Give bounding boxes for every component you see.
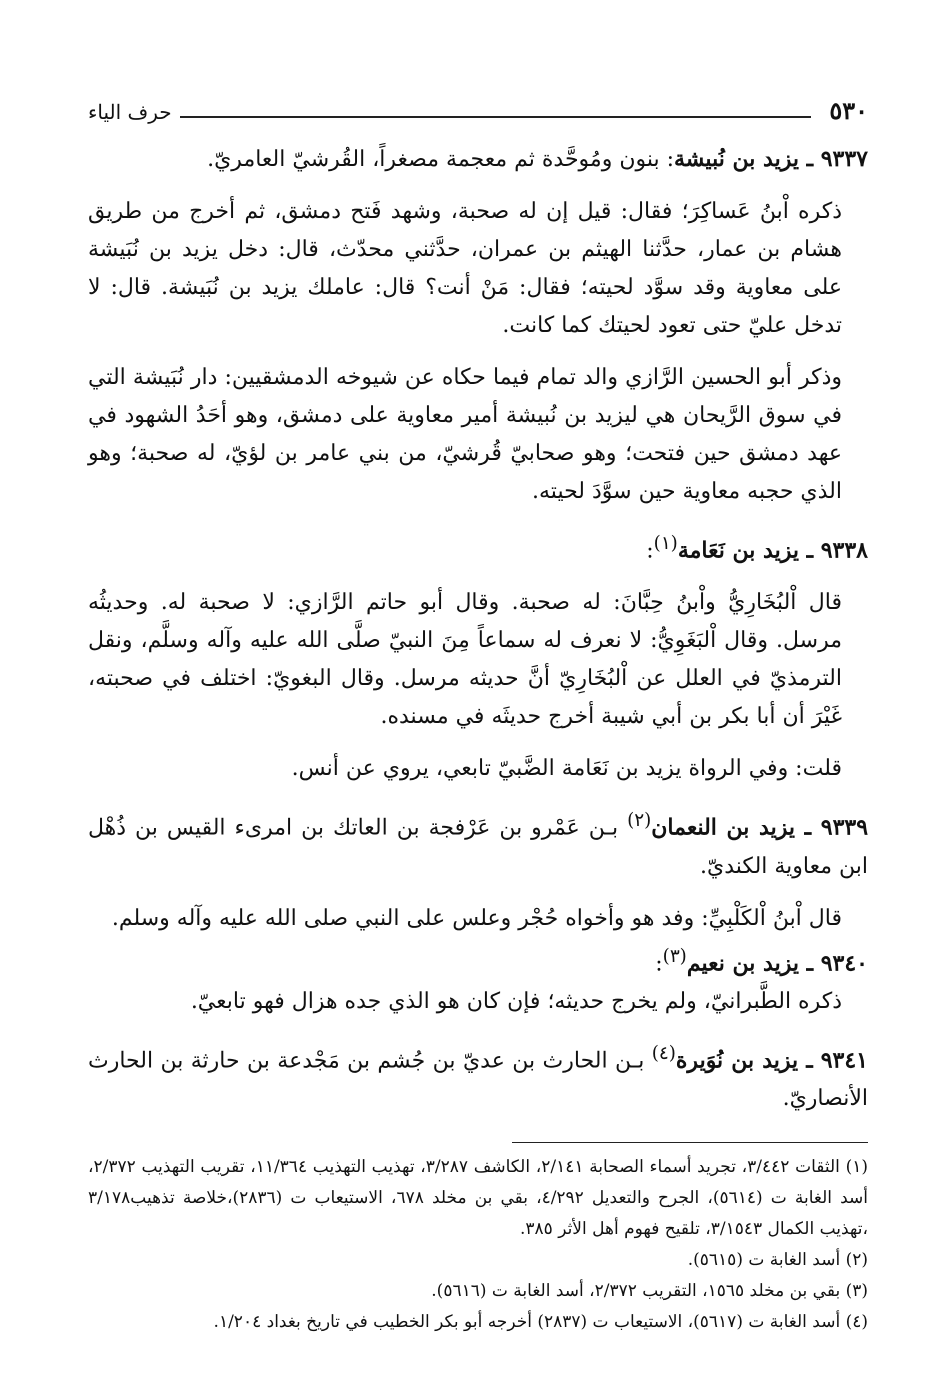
entry-9339-description: بـن عَمْرو بن عَرْفجة بن العاتك بن امرىء القيس بن ذُهْل ابن معاوية الكنديّ. bbox=[88, 815, 868, 879]
entry-9341-description: بـن الحارث بن عديّ بن جُشم بن مَجْدعة بن حارثة بن الحارث الأنصاريّ. bbox=[88, 1048, 868, 1112]
footnote-ref-3: (٣) bbox=[662, 945, 687, 967]
running-title: حرف الياء bbox=[88, 100, 172, 124]
entry-9337 bbox=[88, 140, 868, 179]
entry-9338-paragraph-2: قلت: وفي الرواة يزيد بن نَعَامة الضَّبيّ تابعي، يروي عن أنس. bbox=[291, 756, 842, 782]
paragraph-gap bbox=[88, 345, 868, 359]
entry-9338-colon: : bbox=[646, 538, 654, 564]
entry-9341-heading: ٩٣٤١ ـ يزيد بن نُوَيرة bbox=[675, 1047, 868, 1074]
paragraph-gap bbox=[88, 736, 868, 750]
entry-9338-heading: ٩٣٣٨ ـ يزيد بن نَعَامة bbox=[677, 537, 868, 564]
paragraph-gap bbox=[88, 511, 868, 525]
paragraph-gap bbox=[88, 788, 868, 802]
main-text bbox=[88, 140, 868, 1118]
entry-9341 bbox=[88, 1035, 868, 1118]
footnote-3: (٣) بقي بن مخلد ١٥٦٥، التقريب ٢/٣٧٢، أسد الغابة ت (٥٦١٦). bbox=[431, 1281, 868, 1301]
footnotes bbox=[88, 1152, 868, 1338]
paragraph-gap bbox=[88, 179, 868, 193]
paragraph-gap bbox=[88, 570, 868, 584]
paragraph-gap bbox=[88, 1021, 868, 1035]
entry-9340-heading: ٩٣٤٠ ـ يزيد بن نعيم bbox=[686, 949, 868, 976]
entry-9337-paragraph-1: ذكره اْبنُ عَساكِرَ؛ فقال: قيل إن له صحبة، وشهد فَتح دمشق، ثم أخرج من طريق هشام بن عمار، حدَّثنا الهيثم بن عمران، حدَّثني محدّث، قال: دخل يزيد بن نُبَيشة على معاوية وقد سوَّد لحيته؛ فقال: مَنْ أنت؟ قال: عاملك يزيد بن نُبَيشة. قال: لا تدخل عليّ حتى تعود لحيتك كما كانت. bbox=[88, 199, 842, 338]
entry-9340-paragraph-1: ذكره الطَّبرانيّ، ولم يخرج حديثه؛ فإن كان هو الذي جده هزال فهو تابعيّ. bbox=[190, 988, 842, 1014]
entry-9337-description: : بنون ومُوحَّدة ثم معجمة مصغراً، القُرشيّ العامريّ. bbox=[207, 147, 675, 172]
header-rule bbox=[180, 116, 812, 118]
entry-9339-paragraph-1: قال اْبنُ اْلكَلْبِيِّ: وفد هو وأخواه حُجْر وعلس على النبي صلى الله عليه وآله وسلم. bbox=[111, 905, 842, 931]
footnote-1: (١) الثقات ٣/٤٤٢، تجريد أسماء الصحابة ٢/١٤١، الكاشف ٣/٢٨٧، تهذيب التهذيب ١١/٣٦٤، تقريب التهذيب ٢/٣٧٢، أسد الغابة ت (٥٦١٤)، الجرح والتعديل ٤/٢٩٢، بقي بن مخلد ٦٧٨، الاستيعاب ت (٢٨٣٦)،خلاصة تذهيب٣/١٧٨ ،تهذيب الكمال ٣/١٥٤٣، تلقيح فهوم أهل الأثر ٣٨٥. bbox=[88, 1157, 868, 1239]
entry-9340-colon: : bbox=[655, 950, 663, 976]
entry-9338-paragraph-1: قال اْلبُخَارِيُّ واْبنُ حِبَّانَ: له صحبة. وقال أبو حاتم الرَّازي: لا صحبة له. وحديثُه مرسل. وقال اْلبَغَوِيُّ: لا نعرف له سماعاً مِنَ النبيّ صلَّى الله عليه وآله وسلَّم، ونقل الترمذيّ في العلل عن اْلبُخَارِيّ أنَّ حديثه مرسل. وقال البغويّ: اختلف في صحبته، غَيْرَ أن أبا بكر بن أبي شيبة أخرج حديثَه في مسنده. bbox=[88, 590, 842, 730]
entry-9339-heading: ٩٣٣٩ ـ يزيد بن النعمان bbox=[651, 814, 869, 841]
page-header bbox=[88, 92, 868, 126]
footnote-ref-2: (٢) bbox=[627, 810, 652, 832]
footnote-4: (٤) أسد الغابة ت (٥٦١٧)، الاستيعاب ت (٢٨٣٧) أخرجه أبو بكر الخطيب في تاريخ بغداد ١/٢٠٤. bbox=[213, 1312, 868, 1332]
entry-9340 bbox=[88, 938, 868, 983]
page-number: ٥٣٠ bbox=[829, 96, 868, 125]
paragraph-gap bbox=[88, 886, 868, 900]
entry-9337-paragraph-2: وذكر أبو الحسين الرَّازي والد تمام فيما حكاه عن شيوخه الدمشقيين: دار نُبَيشة التي في سوق الرَّيحان هي ليزيد بن نُبيشة أمير معاوية على دمشق، وهو أحَدُ الشهود في عهد دمشق حين فتحت؛ وهو صحابيّ قُرشيّ، من بني عامر بن لؤيّ، له صحبة؛ وهو الذي حجبه معاوية حين سوَّدَ لحيته. bbox=[88, 365, 842, 504]
entry-9337-heading: ٩٣٣٧ ـ يزيد بن نُبيشة bbox=[674, 146, 868, 172]
footnote-2: (٢) أسد الغابة ت (٥٦١٥). bbox=[687, 1250, 868, 1270]
entry-9338 bbox=[88, 525, 868, 570]
footnote-ref-4: (٤) bbox=[651, 1042, 676, 1064]
footnote-separator bbox=[512, 1142, 868, 1143]
entry-9339 bbox=[88, 802, 868, 885]
footnote-ref-1: (١) bbox=[653, 533, 678, 554]
